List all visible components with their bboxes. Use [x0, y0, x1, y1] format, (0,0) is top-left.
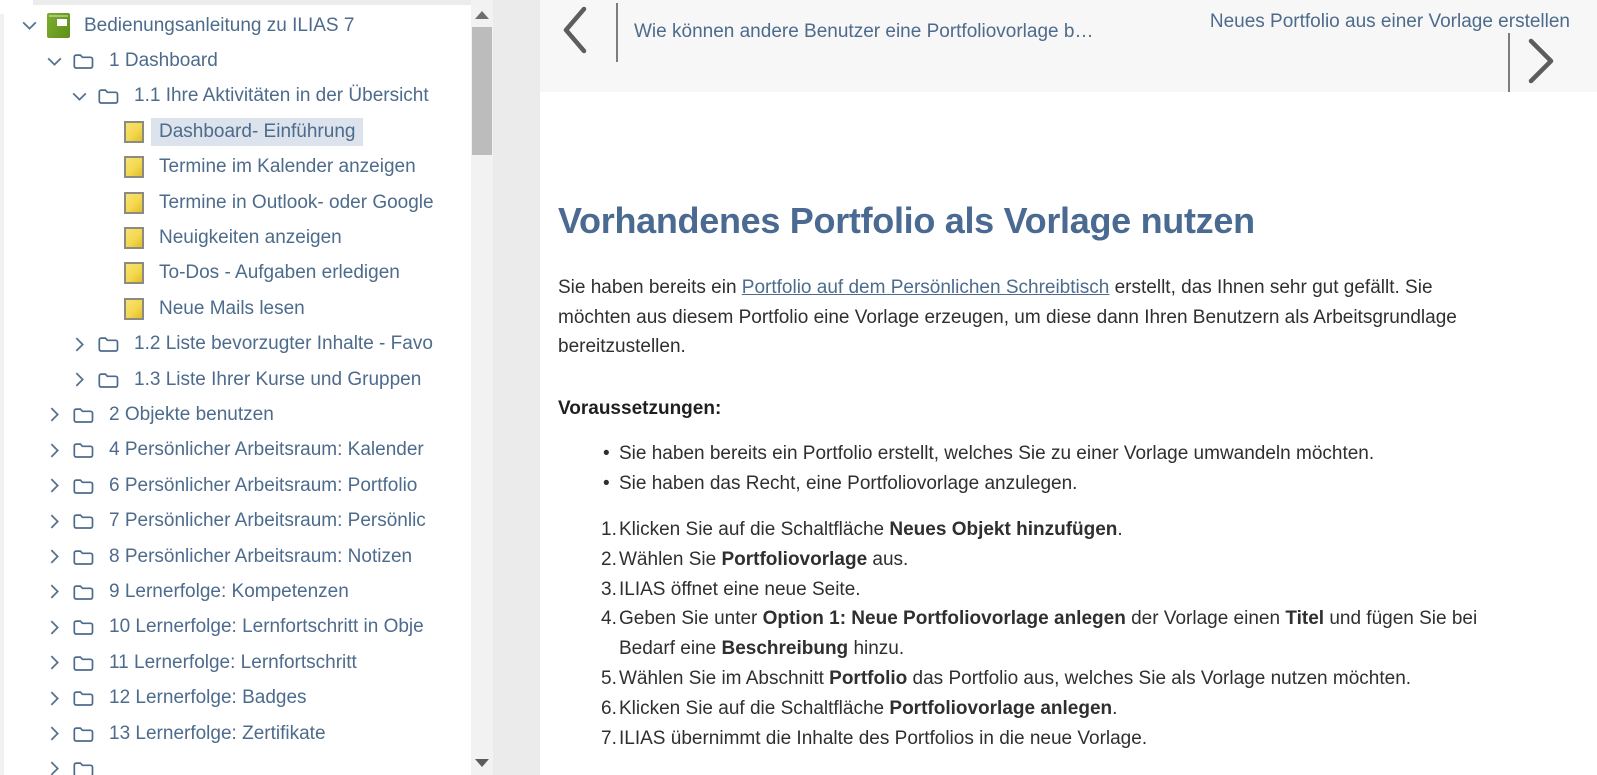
chevron-right-icon[interactable]: [45, 618, 72, 637]
text-run: ILIAS übernimmt die Inhalte des Portfolios in die neue Vorlage.: [619, 727, 1148, 749]
chevron-down-icon[interactable]: [45, 52, 72, 71]
text-run: Sie haben das Recht, eine Portfoliovorlage anzulegen.: [619, 473, 1078, 494]
page-icon: [122, 262, 145, 284]
text-run: und fügen Sie bei Bedarf eine: [619, 608, 1478, 660]
page-icon: [122, 227, 145, 249]
inline-link[interactable]: Portfolio auf dem Persönlichen Schreibtisch: [741, 277, 1110, 298]
folder-icon: [72, 476, 95, 496]
text-run: Portfoliovorlage: [721, 548, 868, 570]
folder-icon: [72, 724, 95, 744]
chevron-right-icon[interactable]: [70, 370, 97, 389]
text-run: Neues Objekt hinzufügen: [889, 519, 1118, 540]
tree-item[interactable]: [0, 574, 471, 609]
prerequisite-item: [558, 469, 1513, 499]
list-marker: 3.: [601, 578, 617, 600]
tree-item-label: 12 Lernerfolge: Badges: [109, 687, 307, 709]
folder-icon: [72, 51, 95, 71]
text-run: Wählen Sie: [619, 548, 722, 570]
prerequisites-list: [558, 439, 1513, 499]
tree-item[interactable]: [0, 256, 471, 291]
article: [540, 200, 1597, 753]
sidebar-scrollbar[interactable]: [471, 0, 493, 775]
folder-icon: [97, 86, 120, 106]
scrollbar-thumb[interactable]: [472, 27, 492, 155]
text-run: Sie haben bereits ein: [558, 277, 742, 298]
text-run: Sie haben bereits ein Portfolio erstellt, welches Sie zu einer Vorlage umwandeln möchten.: [619, 443, 1375, 464]
text-run: Option 1: Neue Portfoliovorlage anlegen: [762, 608, 1126, 630]
list-marker: 5.: [601, 667, 617, 689]
tree-item-label: 8 Persönlicher Arbeitsraum: Notizen: [109, 545, 413, 567]
folder-icon: [72, 653, 95, 673]
previous-page-button[interactable]: [552, 6, 598, 58]
tree-item[interactable]: [0, 503, 471, 538]
tree-item[interactable]: [0, 220, 471, 255]
tree-item[interactable]: [0, 291, 471, 326]
sidebar-left-strip: [0, 14, 4, 775]
prerequisites-heading: Voraussetzungen:: [558, 397, 722, 419]
toolbar-divider: [1508, 33, 1510, 92]
list-item-text: [619, 724, 1513, 754]
text-run: Klicken Sie auf die Schaltfläche: [619, 519, 890, 540]
tree-item-label: Neue Mails lesen: [159, 297, 305, 319]
folder-icon: [72, 617, 95, 637]
list-marker: 4.: [601, 608, 617, 630]
tree-item[interactable]: [0, 327, 471, 362]
text-run: Portfolio: [829, 667, 908, 689]
pager-toolbar: [540, 0, 1597, 92]
folder-icon: [72, 759, 95, 775]
scroll-down-icon[interactable]: [475, 759, 489, 767]
intro-paragraph: [558, 273, 1508, 362]
folder-icon: [72, 688, 95, 708]
text-run: Beschreibung: [721, 638, 849, 660]
list-marker: •: [603, 443, 610, 464]
chevron-down-icon[interactable]: [70, 87, 97, 106]
tree-item[interactable]: [0, 79, 471, 114]
chevron-right-icon[interactable]: [45, 441, 72, 460]
chevron-right-icon[interactable]: [45, 547, 72, 566]
step-item: [558, 604, 1513, 664]
tree-item-label: 1 Dashboard: [109, 50, 218, 72]
list-item-text: [619, 515, 1513, 545]
tree-item[interactable]: [0, 680, 471, 715]
chevron-left-icon: [557, 5, 593, 60]
tree-item[interactable]: [0, 433, 471, 468]
tree-item-label: Dashboard- Einführung: [151, 118, 363, 146]
chevron-right-icon[interactable]: [45, 476, 72, 495]
chevron-right-icon: [1524, 38, 1558, 89]
tree-item-label: 11 Lernerfolge: Lernfortschritt: [109, 651, 357, 673]
chevron-right-icon[interactable]: [45, 512, 72, 531]
list-item-text: [619, 545, 1513, 575]
folder-icon: [97, 370, 120, 390]
next-page-button[interactable]: [1521, 38, 1561, 88]
text-run: der Vorlage einen: [1125, 608, 1286, 630]
text-run: .: [1117, 519, 1123, 540]
tree-item-label: To-Dos - Aufgaben erledigen: [159, 262, 400, 284]
tree-item[interactable]: [0, 468, 471, 503]
pane-divider-gutter: [493, 0, 540, 775]
folder-icon: [72, 440, 95, 460]
list-item-text: [619, 694, 1513, 724]
step-item: [558, 664, 1513, 694]
tree-item-label: 1.3 Liste Ihrer Kurse und Gruppen: [134, 368, 422, 390]
content-pane: [540, 0, 1597, 775]
list-marker: •: [603, 473, 610, 494]
tree-item-label: 13 Lernerfolge: Zertifikate: [109, 722, 326, 744]
page-icon: [122, 121, 145, 143]
previous-page-link[interactable]: Wie können andere Benutzer eine Portfoliovorlage b…: [634, 21, 1094, 42]
folder-icon: [72, 511, 95, 531]
tree-item[interactable]: [0, 397, 471, 432]
text-run: Wählen Sie im Abschnitt: [619, 667, 830, 689]
text-run: Geben Sie unter: [619, 608, 763, 630]
list-item-text: [619, 469, 1513, 499]
tree-item[interactable]: [0, 716, 471, 751]
tree-item[interactable]: [0, 645, 471, 680]
page-icon: [122, 156, 145, 178]
text-run: Titel: [1285, 608, 1325, 630]
list-item-text: [619, 604, 1513, 664]
tree-item-label: 10 Lernerfolge: Lernfortschritt in Obje: [109, 616, 424, 638]
text-run: das Portfolio aus, welches Sie als Vorlage nutzen möchten.: [907, 667, 1412, 689]
page-icon: [122, 192, 145, 214]
step-item: [558, 545, 1513, 575]
text-run: .: [1112, 697, 1118, 719]
scroll-up-icon[interactable]: [475, 11, 489, 19]
text-run: hinzu.: [848, 638, 905, 660]
next-page-link[interactable]: Neues Portfolio aus einer Vorlage erstellen: [1209, 11, 1570, 32]
list-marker: 2.: [601, 548, 617, 570]
step-item: [558, 694, 1513, 724]
tree-item-label: 1.1 Ihre Aktivitäten in der Übersicht: [134, 85, 429, 107]
tree-item-label: 2 Objekte benutzen: [109, 403, 274, 425]
text-run: Portfoliovorlage anlegen: [889, 697, 1113, 719]
tree-item[interactable]: [0, 751, 471, 775]
chevron-right-icon[interactable]: [45, 582, 72, 601]
sidebar-tree-panel: [0, 0, 471, 775]
chevron-down-icon[interactable]: [20, 16, 47, 35]
list-marker: 1.: [601, 519, 617, 540]
tree-item-label: 7 Persönlicher Arbeitsraum: Persönlic: [109, 510, 426, 532]
tree-item[interactable]: [0, 362, 471, 397]
text-run: ILIAS öffnet eine neue Seite.: [619, 578, 861, 600]
tree-item[interactable]: [0, 43, 471, 78]
chevron-right-icon[interactable]: [45, 724, 72, 743]
chevron-right-icon[interactable]: [45, 689, 72, 708]
tree-item-label: Termine im Kalender anzeigen: [159, 156, 416, 178]
folder-icon: [72, 582, 95, 602]
page-title: Vorhandenes Portfolio als Vorlage nutzen: [558, 200, 1255, 241]
tree-item[interactable]: [0, 150, 471, 185]
tree-item[interactable]: [0, 610, 471, 645]
list-marker: 7.: [601, 727, 617, 749]
chevron-right-icon[interactable]: [45, 653, 72, 672]
toolbar-divider: [616, 3, 618, 62]
tree-item[interactable]: [0, 539, 471, 574]
steps-list: [558, 515, 1513, 753]
learning-module-icon: [47, 13, 70, 38]
tree-item-label: 9 Lernerfolge: Kompetenzen: [109, 580, 349, 602]
chevron-right-icon[interactable]: [70, 335, 97, 354]
text-run: Klicken Sie auf die Schaltfläche: [619, 697, 890, 719]
sidebar-top-strip: [33, 0, 471, 5]
tree-item-label: 1.2 Liste bevorzugter Inhalte - Favo: [134, 333, 433, 355]
page-icon: [122, 298, 145, 320]
text-run: aus.: [867, 548, 909, 570]
list-marker: 6.: [601, 697, 617, 719]
navigation-tree: [0, 0, 471, 775]
tree-item-label: 6 Persönlicher Arbeitsraum: Portfolio: [109, 474, 418, 496]
folder-icon: [97, 334, 120, 354]
folder-icon: [72, 547, 95, 567]
chevron-right-icon[interactable]: [45, 759, 72, 775]
tree-item[interactable]: [0, 185, 471, 220]
tree-item-label: [101, 766, 117, 772]
tree-item-label: 4 Persönlicher Arbeitsraum: Kalender: [109, 439, 424, 461]
list-item-text: [619, 664, 1513, 694]
tree-item-label: Neuigkeiten anzeigen: [159, 227, 342, 249]
tree-item[interactable]: [0, 114, 471, 149]
step-item: [558, 515, 1513, 545]
tree-item-label: Termine in Outlook- oder Google: [159, 191, 434, 213]
step-item: [558, 575, 1513, 605]
text-run: erstellt, das Ihnen sehr gut gefällt. Sie möchten aus diesem Portfolio eine Vorlage erzeugen, um diese dann Ihren Benutzern als Arbeitsgrundlage bereitzustellen.: [558, 277, 1457, 357]
list-item-text: [619, 575, 1513, 605]
tree-item-label: Bedienungsanleitung zu ILIAS 7: [84, 14, 355, 36]
list-item-text: [619, 439, 1513, 469]
tree-item[interactable]: [0, 8, 471, 43]
prerequisite-item: [558, 439, 1513, 469]
step-item: [558, 724, 1513, 754]
chevron-right-icon[interactable]: [45, 405, 72, 424]
folder-icon: [72, 405, 95, 425]
